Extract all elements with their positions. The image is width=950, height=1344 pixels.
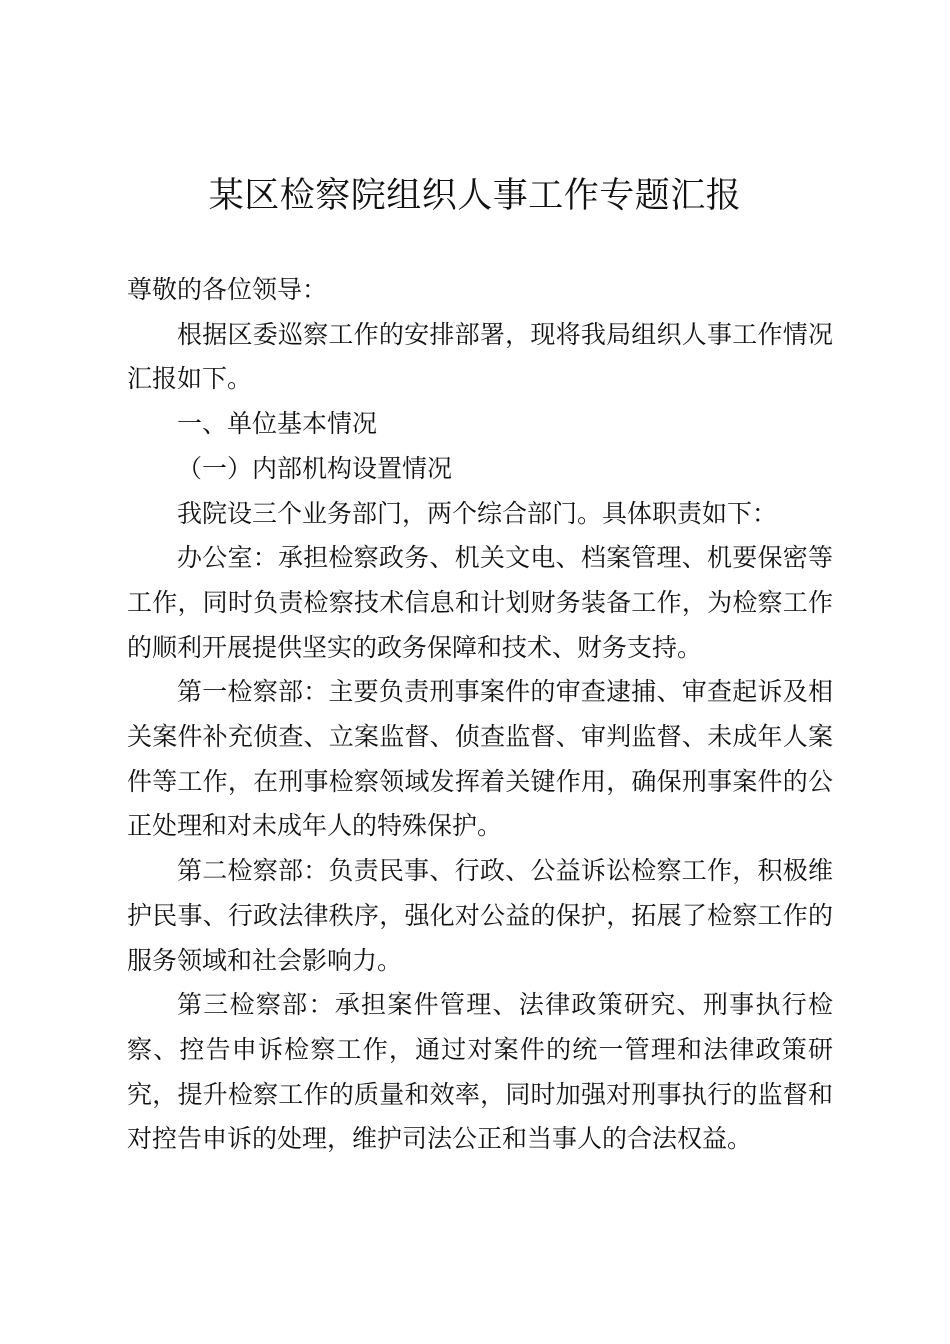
section-heading-1: 一、单位基本情况	[177, 409, 378, 439]
department-overview-paragraph: 我院设三个业务部门，两个综合部门。具体职责如下：	[177, 498, 778, 528]
document-title: 某区检察院组织人事工作专题汇报	[208, 176, 742, 216]
third-department-paragraph: 第三检察部：承担案件管理、法律政策研究、刑事执行检察、控告申诉检察工作，通过对案件的统一管理和法律政策研究，提升检察工作的质量和效率，同时加强对刑事执行的监督和对控告申诉的处理，维护司法公正和当事人的合法权益。	[127, 990, 833, 1154]
second-department-paragraph: 第二检察部：负责民事、行政、公益诉讼检察工作，积极维护民事、行政法律秩序，强化对公益的保护，拓展了检察工作的服务领域和社会影响力。	[127, 856, 833, 975]
salutation: 尊敬的各位领导：	[127, 275, 328, 304]
subsection-heading-1: （一）内部机构设置情况	[177, 453, 453, 483]
office-duties-paragraph: 办公室：承担检察政务、机关文电、档案管理、机要保密等工作，同时负责检察技术信息和计划财务装备工作，为检察工作的顺利开展提供坚实的政务保障和技术、财务支持。	[127, 543, 833, 662]
intro-paragraph: 根据区委巡察工作的安排部署，现将我局组织人事工作情况汇报如下。	[127, 319, 833, 394]
document-body	[127, 268, 833, 1162]
first-department-paragraph: 第一检察部：主要负责刑事案件的审查逮捕、审查起诉及相关案件补充侦查、立案监督、侦查监督、审判监督、未成年人案件等工作，在刑事检察领域发挥着关键作用，确保刑事案件的公正处理和对未成年人的特殊保护。	[127, 677, 833, 841]
